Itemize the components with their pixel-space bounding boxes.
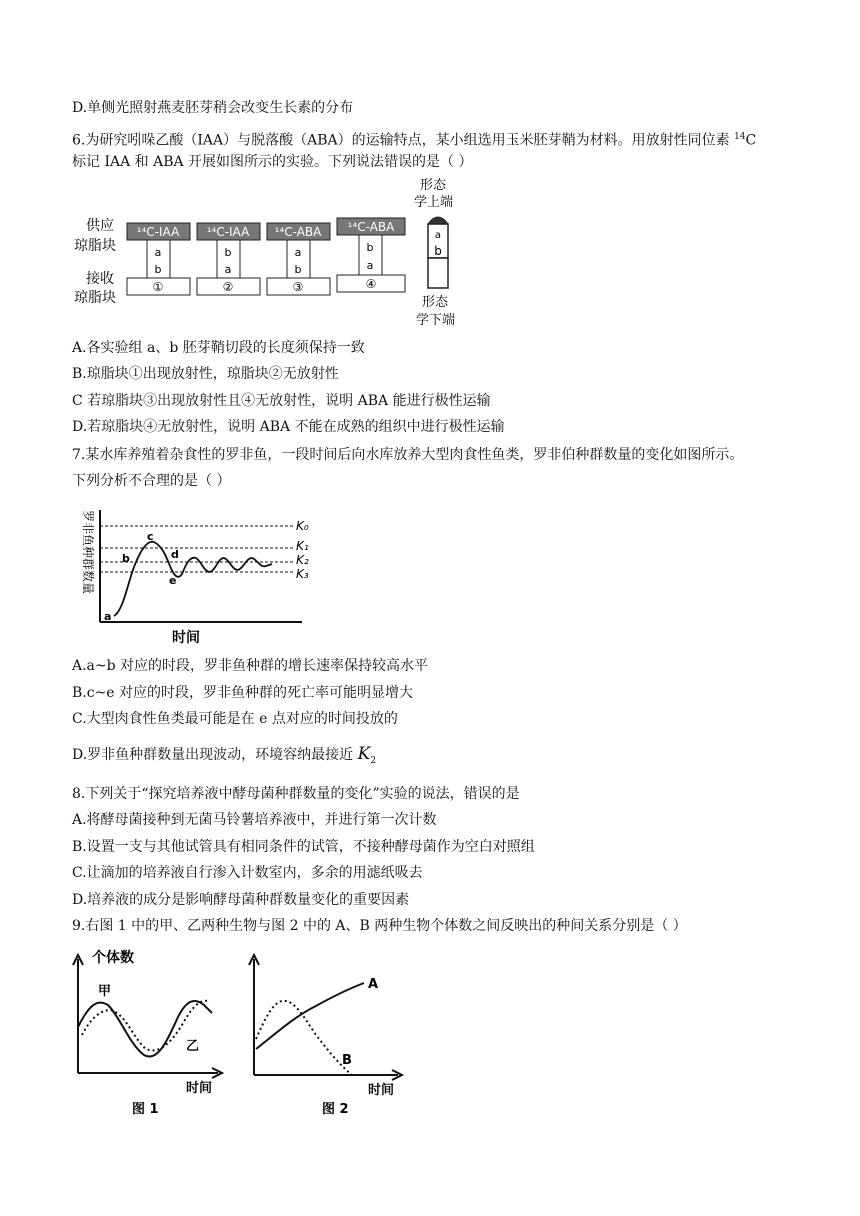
q9-fig1-caption: 图 1 — [132, 1102, 159, 1117]
q8-option-c: C.让滴加的培养液自行渗入计数室内，多余的用滤纸吸去 — [72, 865, 423, 881]
segment-upper-4: b — [366, 241, 374, 254]
q8-stem: 8.下列关于“探究培养液中酵母菌种群数量的变化”实验的说法，错误的是 — [72, 786, 520, 802]
morph-top-label-1: 形态 — [420, 178, 447, 193]
coleoptile-segment-b: b — [434, 244, 442, 258]
species-a-curve — [256, 983, 364, 1049]
setup-1 — [127, 223, 190, 295]
q6-option-c: C 若琼脂块③出现放射性且④无放射性，说明 ABA 能进行极性运输 — [72, 393, 491, 409]
q9-stem: 9.右图 1 中的甲、乙两种生物与图 2 中的 A、B 两种生物个体数之间反映出的种间关系分别是（ ） — [72, 918, 687, 934]
q9-fig1-ylabel: 个体数 — [92, 950, 134, 966]
q9-figure-2 — [249, 955, 402, 1117]
supply-label-1: 供应 — [86, 218, 114, 234]
k0-label: K₀ — [296, 519, 309, 533]
q7-option-c: C.大型肉食性鱼类最可能是在 e 点对应的时间投放的 — [72, 711, 398, 727]
receive-label-1: 接收 — [86, 271, 114, 287]
q7-option-a: A.a~b 对应的时段，罗非鱼种群的增长速率保持较高水平 — [72, 658, 429, 674]
q9-series-a: A — [368, 977, 379, 992]
q8-option-b: B.设置一支与其他试管具有相同条件的试管，不接种酵母菌作为空白对照组 — [72, 839, 535, 855]
q9-figure-1 — [73, 949, 222, 1117]
q9-figures — [68, 945, 408, 1120]
q7-stem-line2: 下列分析不合理的是（ ） — [72, 473, 231, 489]
q6-option-a: A.各实验组 a、b 胚芽鞘切段的长度须保持一致 — [72, 340, 365, 356]
supply-label-2: 琼脂块 — [74, 238, 116, 254]
morph-bottom-label-1: 形态 — [422, 295, 449, 310]
k1-label: K₁ — [296, 539, 309, 553]
q7-stem-line1: 7.某水库养殖着杂食性的罗非鱼，一段时间后向水库放养大型肉食性鱼类，罗非伯种群数量的变化如图所示。 — [72, 447, 744, 463]
supply-block-2: ¹⁴C-IAA — [206, 225, 250, 239]
segment-lower-1: b — [154, 263, 162, 276]
receive-block-4: ④ — [365, 277, 377, 291]
q6-figure — [72, 178, 482, 333]
coleoptile-segment-a: a — [434, 230, 442, 241]
q6-option-b: B.琼脂块①出现放射性，琼脂块②无放射性 — [72, 366, 339, 382]
point-e: e — [169, 574, 177, 587]
setup-3 — [267, 223, 330, 295]
setup-2 — [197, 223, 260, 295]
q9-fig2-caption: 图 2 — [322, 1102, 349, 1117]
q9-series-jia: 甲 — [98, 984, 112, 999]
point-c: c — [147, 530, 154, 543]
q5-option-d: D.单侧光照射燕麦胚芽稍会改变生长素的分布 — [72, 100, 354, 116]
k3-label: K₃ — [296, 567, 309, 581]
morph-bottom-label-2: 学下端 — [416, 313, 456, 328]
q8-option-d: D.培养液的成分是影响酵母菌种群数量变化的重要因素 — [72, 892, 410, 908]
q7-option-b: B.c~e 对应的时段，罗非鱼种群的死亡率可能明显增大 — [72, 685, 414, 701]
q7-option-d: D.罗非鱼种群数量出现波动，环境容纳最接近 $K_2$ — [72, 744, 377, 766]
point-d: d — [171, 548, 179, 561]
supply-block-4: ¹⁴C-ABA — [347, 220, 395, 234]
receive-label-2: 琼脂块 — [74, 290, 116, 306]
q6-option-d: D.若琼脂块④无放射性，说明 ABA 不能在成熟的组织中进行极性运输 — [72, 419, 505, 435]
segment-lower-3: b — [294, 263, 302, 276]
q6-stem-line2: 标记 IAA 和 ABA 开展如图所示的实验。下列说法错误的是（ ） — [72, 154, 473, 170]
k2-label: K₂ — [296, 553, 309, 567]
segment-lower-4: a — [366, 259, 374, 272]
q9-fig1-xlabel: 时间 — [186, 1081, 213, 1096]
segment-upper-3: a — [294, 246, 302, 259]
coleoptile-diagram — [428, 217, 448, 288]
morph-top-label-2: 学上端 — [414, 195, 454, 210]
point-a: a — [104, 610, 112, 623]
q8-option-a: A.将酵母菌接种到无菌马铃薯培养液中，并进行第一次计数 — [72, 812, 437, 828]
q7-population-figure — [72, 500, 322, 648]
point-b: b — [122, 552, 130, 565]
receive-block-2: ② — [222, 280, 234, 294]
segment-upper-2: b — [224, 246, 232, 259]
q9-fig2-xlabel: 时间 — [368, 1083, 395, 1098]
segment-lower-2: a — [224, 263, 232, 276]
supply-block-1: ¹⁴C-IAA — [136, 225, 180, 239]
q9-series-yi: 乙 — [186, 1039, 200, 1054]
segment-upper-1: a — [154, 246, 162, 259]
supply-block-3: ¹⁴C-ABA — [274, 225, 322, 239]
setup-4 — [337, 218, 405, 292]
q9-series-b: B — [342, 1053, 352, 1068]
q7-xlabel: 时间 — [172, 630, 200, 646]
q7-ylabel: 罗非鱼种群数量 — [81, 510, 95, 595]
receive-block-1: ① — [152, 280, 164, 294]
receive-block-3: ③ — [292, 280, 304, 294]
population-curve — [114, 542, 272, 616]
q6-stem-line1: 6.为研究吲哚乙酸（IAA）与脱落酸（ABA）的运输特点，某小组选用玉米胚芽鞘为材料。用放射性同位素 $^{14}$C — [72, 132, 757, 149]
